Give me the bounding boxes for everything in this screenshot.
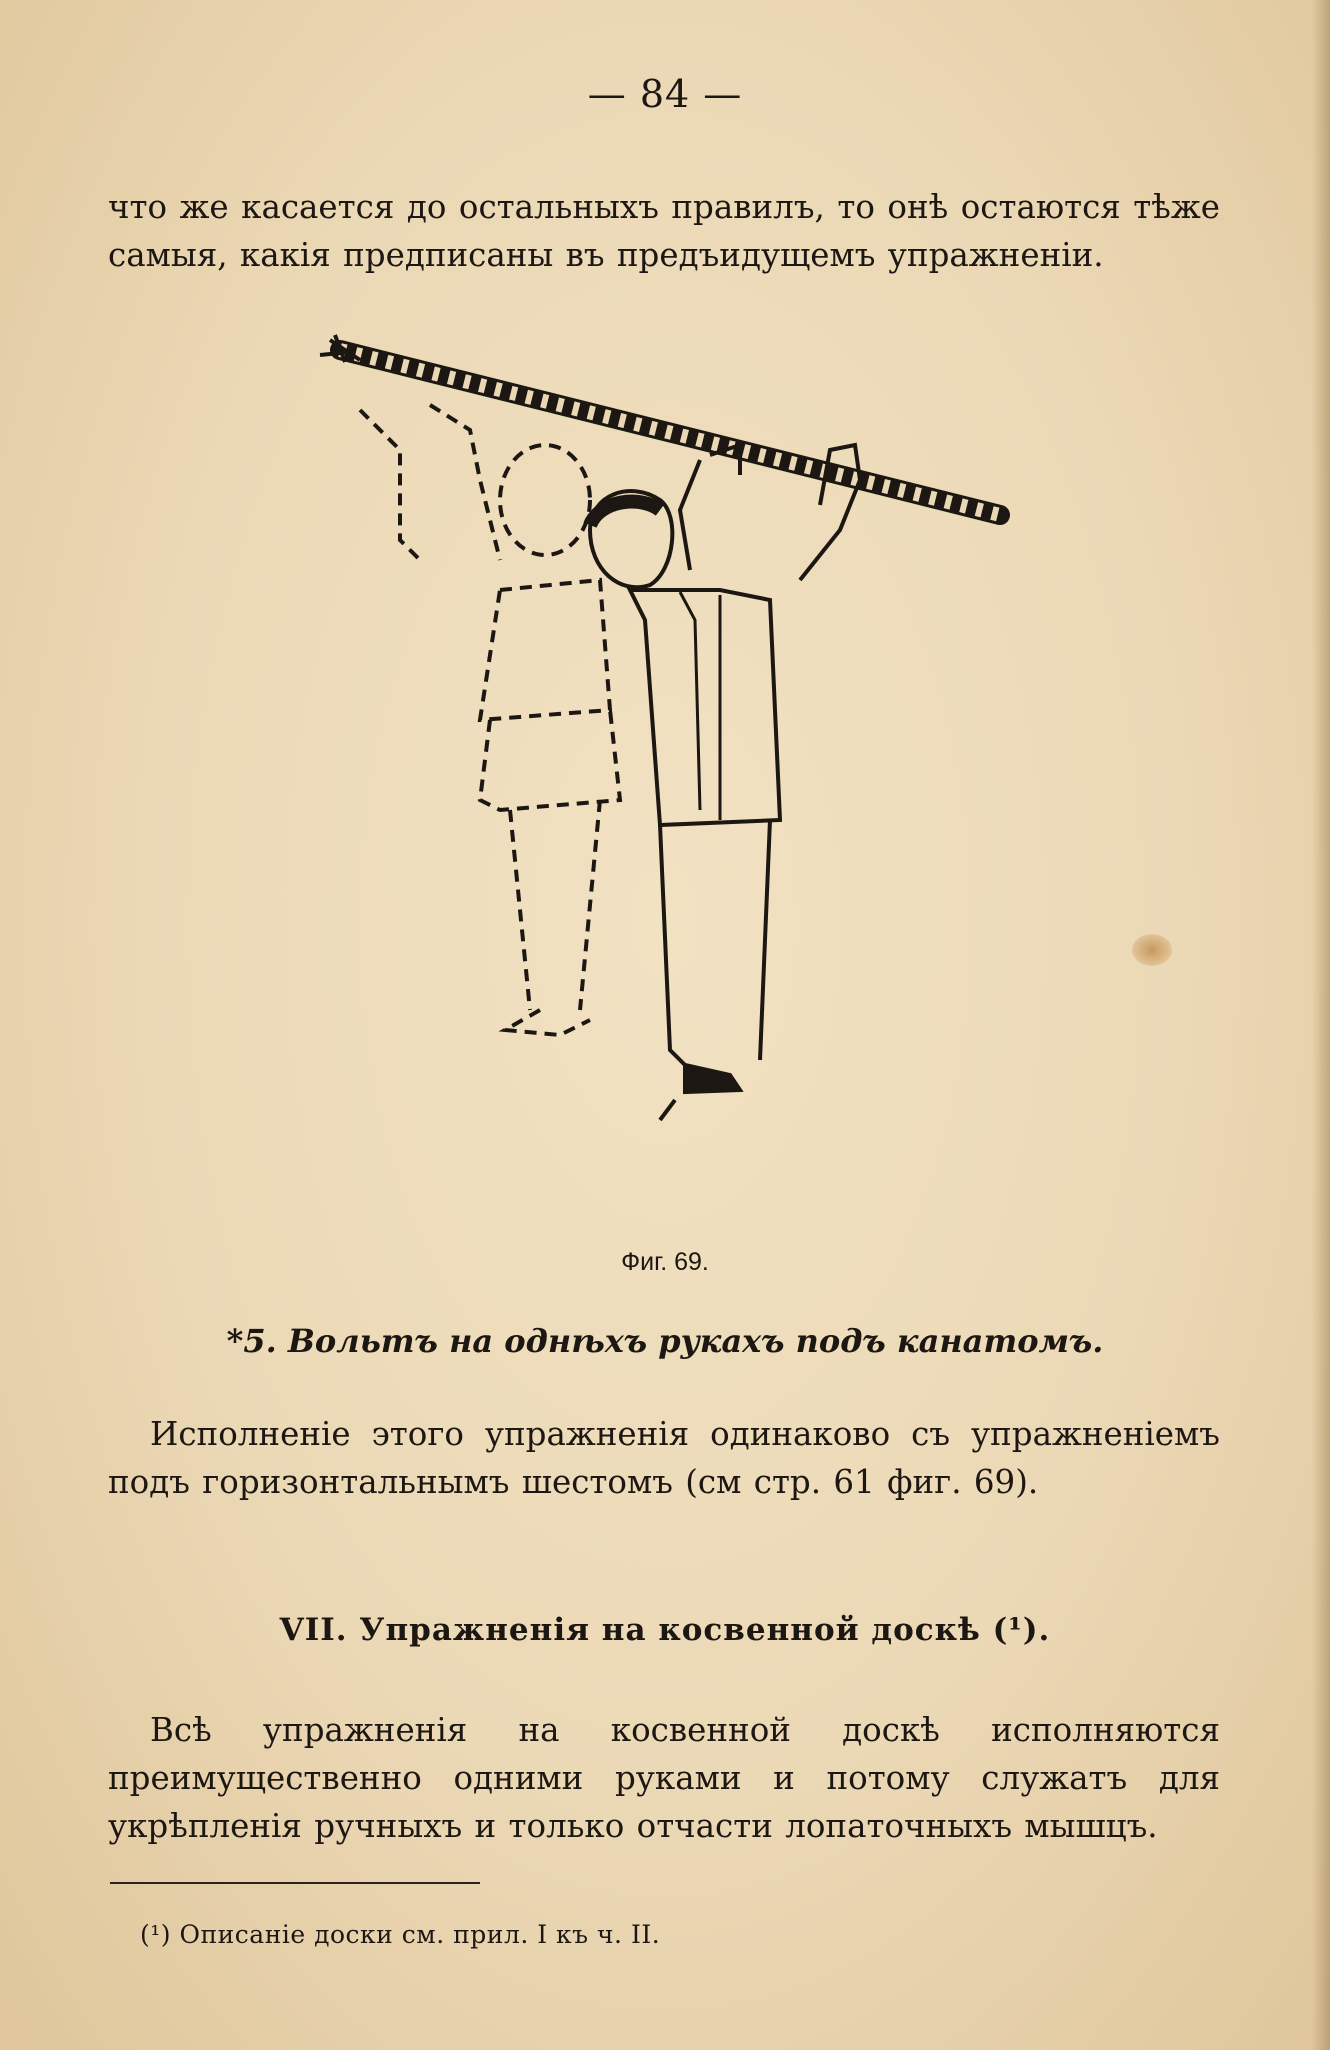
paragraph-top: что же касается до остальныхъ правилъ, то онѣ остаются тѣже самыя, какія предписаны въ предъидущемъ упражненіи.: [108, 188, 1220, 274]
dashed-figure-start-position: [360, 405, 620, 1035]
figure-caption: Фиг. 69.: [621, 1248, 709, 1276]
paragraph-exercise-text: Исполненіе этого упражненія одинаково съ упражненіемъ подъ горизонтальнымъ шестомъ (см стр. 61 фиг. 69).: [108, 1415, 1220, 1501]
paragraph-exercise: [108, 1410, 1220, 1506]
rope-illustration: [320, 335, 1000, 515]
page-number: — 84 —: [587, 72, 743, 116]
footnote-divider: [110, 1882, 480, 1884]
page-edge-shadow: [1312, 0, 1330, 2050]
footnote: (¹) Описаніе доски см. прил. I къ ч. II.: [140, 1920, 661, 1949]
man-hanging-figure: [590, 445, 860, 1120]
paragraph-section-text: Всѣ упражненія на косвенной доскѣ исполняются преимущественно одними руками и потому служатъ для укрѣпленія ручныхъ и только отчасти лопаточныхъ мышцъ.: [108, 1711, 1220, 1845]
section-heading: VII. Упражненія на косвенной доскѣ (¹).: [279, 1612, 1051, 1648]
paragraph-section: [108, 1706, 1220, 1850]
paper-stain: [1132, 934, 1172, 966]
figure-69-illustration: [300, 330, 1040, 1150]
exercise-heading: *5. Вольтъ на однѣхъ рукахъ подъ канатомъ.: [226, 1322, 1104, 1360]
